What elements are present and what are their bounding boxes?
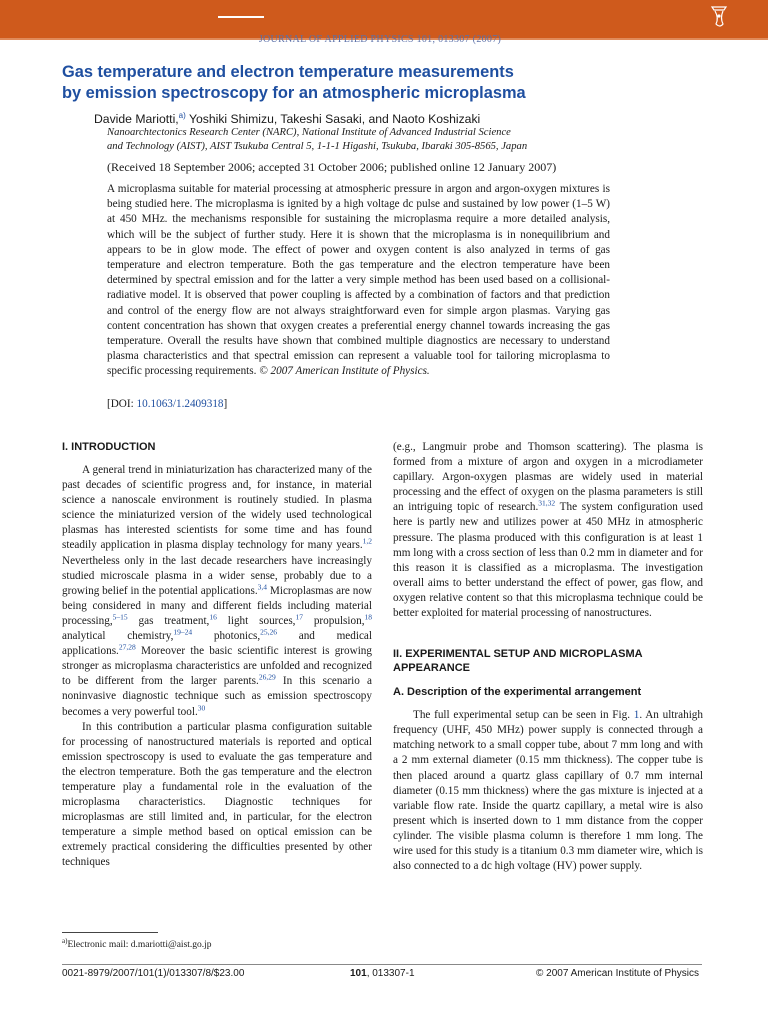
intro-text: propulsion, xyxy=(302,614,365,627)
citation-link[interactable]: 27,28 xyxy=(118,642,136,652)
footnote-mark: a) xyxy=(62,937,68,945)
footer-rule xyxy=(62,964,702,965)
intro-text: photonics, xyxy=(192,630,261,643)
intro-text: Moreover the basic scientific interest is growing stronger as microplasma characteristics are unfolded and recognized to be different from the larger parents. xyxy=(62,645,372,688)
citation-link[interactable]: 31,32 xyxy=(538,498,556,508)
footer-copyright: © 2007 American Institute of Physics xyxy=(536,968,700,979)
running-header: JOURNAL OF APPLIED PHYSICS 101, 013307 (2007) xyxy=(258,34,502,45)
abstract-text: A microplasma suitable for material processing at atmospheric pressure in argon and argon-oxygen mixtures is being studied here. The microplasma is ignited by a high voltage dc pulse and sustained by low power (1–5 W) at 450 MHz. the mechanisms responsible for sustaining the microplasma require a more detailed analysis, which will be the subject of further study. Here it is shown that the microplasma is in nonequilibrium and appears to be in glow mode. The effect of power and oxygen content is also analyzed in terms of gas temperature and electron temperature. Both the gas temperature and the electron temperature have been determined by spectral emission and for the latter a very simple method has been used based on a collisional-radiative model. It is observed that power coupling is affected by a combination of factors and that prediction and control of the energy flow are not always straightforward even for simple argon plasmas. Varying gas content concentration has shown that oxygen creates a preferential energy channel towards increasing the gas temperature. Overall the results have shown that combined multiple diagnostics are necessary to understand plasma characteristics and that spectral emission can represent a valuable tool for tailoring microplasma to specific processing requirements. xyxy=(107,183,610,378)
abstract xyxy=(107,182,610,380)
other-authors: Yoshiki Shimizu, Takeshi Sasaki, and Naoto Koshizaki xyxy=(185,112,481,127)
footer-page-number xyxy=(350,968,415,979)
setup-text: . An ultrahigh frequency (UHF, 450 MHz) power supply is connected through a matching network to a small copper tube, about 7 mm long and with a 2 mm external diameter (0.15 mm thickness). The copper tube is then placed around a quartz glass capillary of 0.7 mm internal diameter (0.15 mm thickness) where the gas mixture is injected at a variable flow rate. Inside the quartz capillary, a metal wire is also present which is inserted down to 1 mm distance from the copper cylinder. The visible plasma column is therefore 1 mm long. The wire used for this study is a titanium 0.3 mm diameter wire, which is also connected to a dc high voltage (HV) power supply. xyxy=(393,709,703,873)
citation-link[interactable]: 26,29 xyxy=(258,672,276,682)
intro-text: (e.g., Langmuir probe and Thomson scattering). The plasma is formed from a mixture of argon and oxygen in a microdiameter capillary. Argon-oxygen plasmas are widely used in material processing and the effect of oxygen on the plasma parameters is still an intriguing topic of research. xyxy=(393,441,703,514)
citation-link[interactable]: 5–15 xyxy=(112,612,128,622)
journal-logo-icon xyxy=(708,4,730,30)
journal-header-bar xyxy=(0,0,768,38)
intro-text: In this scenario a noninvasive diagnostic technique such as emission spectroscopy becomes a very powerful tool. xyxy=(62,675,372,718)
title-line-2: by emission spectroscopy for an atmospheric microplasma xyxy=(62,84,526,102)
footer-volume: 101 xyxy=(350,968,367,979)
doi-prefix: [DOI: xyxy=(107,398,137,410)
intro-text: gas treatment, xyxy=(127,614,210,627)
citation-link[interactable]: 30 xyxy=(197,702,206,712)
first-author: Davide Mariotti, xyxy=(94,112,179,127)
affiliation-line-2: and Technology (AIST), AIST Tsukuba Central 5, 1-1-1 Higashi, Tsukuba, Ibaraki 305-8565, Japan xyxy=(107,140,528,152)
received-dates: (Received 18 September 2006; accepted 31 October 2006; published online 12 January 2007) xyxy=(107,160,557,174)
footnote xyxy=(62,937,362,950)
section-heading-introduction: I. INTRODUCTION xyxy=(62,441,156,453)
setup-text: The full experimental setup can be seen in Fig. xyxy=(413,709,634,722)
affiliation xyxy=(107,126,667,153)
abstract-copyright: © 2007 American Institute of Physics. xyxy=(256,365,430,378)
footnote-rule xyxy=(62,932,158,933)
citation-link[interactable]: 17 xyxy=(295,612,303,622)
intro-text: The system configuration used here is partly new and utilizes power at 450 MHz in atmospheric pressure. The plasma produced with this configuration is at least 1 mm long with a cross section of less than 0.2 mm in diameter and for this reason it is classified as a microplasma. The investigation overall aims to better understand the effect of power, gas flow, and oxygen relative content so that this microplasma technique could be better exploited for material processing of nanostructures. xyxy=(393,501,704,620)
doi-line xyxy=(107,398,610,410)
intro-text: analytical chemistry, xyxy=(62,630,174,643)
title-line-1: Gas temperature and electron temperature measurements xyxy=(62,63,514,81)
intro-text: and medical applications. xyxy=(62,630,373,658)
header-mark xyxy=(218,16,264,18)
setup-paragraph xyxy=(393,708,703,874)
affiliation-line-1: Nanoarchtectonics Research Center (NARC), National Institute of Advanced Industrial Science xyxy=(107,127,511,138)
intro-text: Nevertheless only in the last decade researchers have increasingly studied microscale plasma in a wider sense, probably due to a growing belief in the potential applications. xyxy=(62,554,372,597)
paper-title xyxy=(62,62,662,104)
citation-link[interactable]: 18 xyxy=(364,612,372,622)
intro-paragraph-2: In this contribution a particular plasma configuration suitable for processing of nanostructured materials is reported and optical emission spectroscopy is used to evaluate the gas temperature and the electron temperature. Both the gas temperature and the electron temperature play a fundamental role in the evaluation of the microplasma characteristics. Diagnostic techniques for microplasmas are still limited and, in particular, for the electron temperature a simple method based on optical emission can be extremely practical considering the difficulties presented by other techniques xyxy=(62,720,372,869)
citation-link[interactable]: 1,2 xyxy=(362,536,372,546)
intro-paragraph-1 xyxy=(62,463,372,720)
citation-link[interactable]: 25,26 xyxy=(260,627,278,637)
citation-link[interactable]: 3,4 xyxy=(257,582,267,592)
left-column xyxy=(62,440,372,871)
figure-link[interactable]: 1 xyxy=(633,709,640,722)
intro-paragraph-continued xyxy=(393,440,703,621)
footer-identifier: 0021-8979/2007/101(1)/013307/8/$23.00 xyxy=(62,968,245,979)
footer-article: , 013307-1 xyxy=(366,968,415,979)
citation-link[interactable]: 19–24 xyxy=(173,627,193,637)
section-heading-experimental: II. EXPERIMENTAL SETUP AND MICROPLASMA APPEARANCE xyxy=(393,648,643,675)
author-list xyxy=(94,111,694,126)
intro-text: light sources, xyxy=(216,614,296,627)
footnote-email: Electronic mail: d.mariotti@aist.go.jp xyxy=(67,940,212,951)
intro-text: A general trend in miniaturization has characterized many of the past decades of scientific progress and, for instance, in material science a nanoscale environment is routinely studied. In plasma science the miniaturized version of the widely used technological plasmas has interested scientists for some time and has found steadily application in plasma display technology for many years. xyxy=(62,464,372,552)
author-footnote-mark[interactable]: a) xyxy=(178,111,186,120)
intro-text: Microplasmas are now being considered in many and different fields including material processing, xyxy=(62,584,373,627)
citation-link[interactable]: 16 xyxy=(209,612,217,622)
right-column xyxy=(393,440,703,874)
doi-link[interactable]: 10.1063/1.2409318 xyxy=(136,398,224,410)
subsection-heading-arrangement: A. Description of the experimental arrangement xyxy=(393,686,642,699)
doi-suffix: ] xyxy=(223,398,228,410)
